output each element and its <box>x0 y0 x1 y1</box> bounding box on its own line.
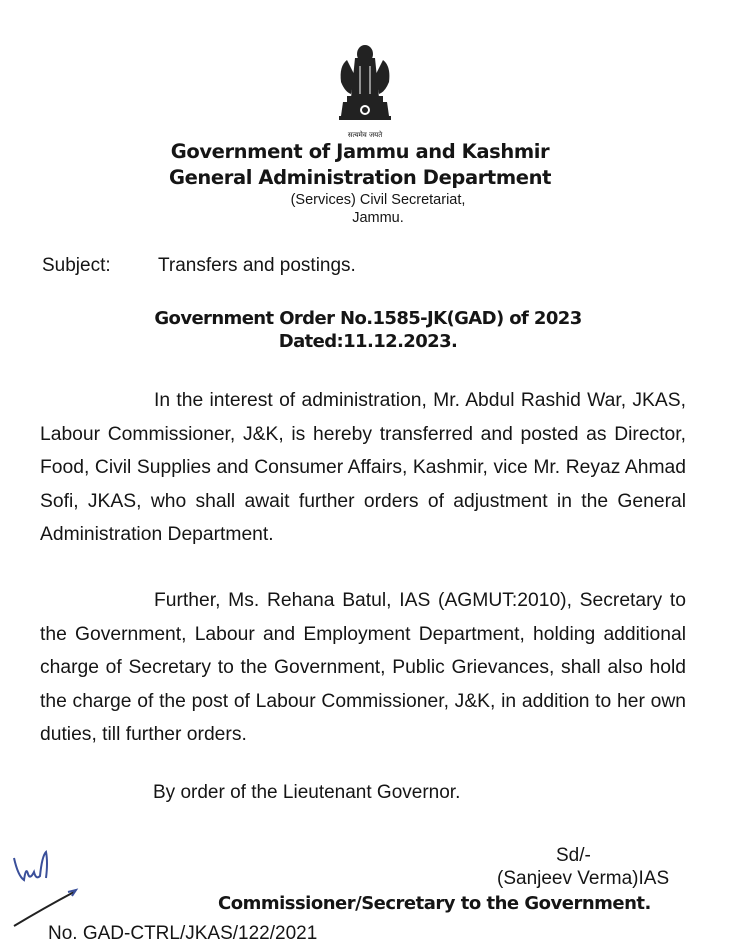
office-city: Jammu. <box>352 210 404 226</box>
body-paragraph-2 <box>40 584 686 752</box>
by-order-line: By order of the Lieutenant Governor. <box>153 782 461 803</box>
emblem-motto: सत्यमेव जयते <box>347 131 383 139</box>
order-date: Dated:11.12.2023. <box>278 331 458 352</box>
office-address: (Services) Civil Secretariat, <box>290 192 466 208</box>
subject-label: Subject: <box>42 255 111 276</box>
signatory-designation: Commissioner/Secretary to the Government. <box>218 893 651 914</box>
subject-text: Transfers and postings. <box>158 255 356 276</box>
body-paragraph-1-text: In the interest of administration, Mr. Abdul Rashid War, JKAS, Labour Commissioner, J&K, is hereby transferred and posted as Director, Food, Civil Supplies and Consumer Affairs, Kashmir, vice Mr. Reyaz Ahmad Sofi, JKAS, who shall await further orders of adjustment in the General Administration Department. <box>40 390 686 545</box>
government-title: Government of Jammu and Kashmir <box>170 140 550 163</box>
handwritten-initials-signature <box>8 848 78 934</box>
department-title: General Administration Department <box>169 166 551 189</box>
state-emblem-icon <box>325 40 405 132</box>
signed-mark: Sd/- <box>556 845 591 866</box>
body-paragraph-2-text: Further, Ms. Rehana Batul, IAS (AGMUT:2010), Secretary to the Government, Labour and Employment Department, holding additional charge of Secretary to the Government, Public Grievances, shall also hold the charge of the post of Labour Commissioner, J&K, in addition to her own duties, till further orders. <box>40 590 686 745</box>
reference-number-partial: No. GAD-CTRL/JKAS/122/2021 <box>48 923 318 944</box>
order-number: Government Order No.1585-JK(GAD) of 2023 <box>154 308 582 329</box>
body-paragraph-1 <box>40 384 686 552</box>
signatory-name: (Sanjeev Verma)IAS <box>497 868 670 889</box>
